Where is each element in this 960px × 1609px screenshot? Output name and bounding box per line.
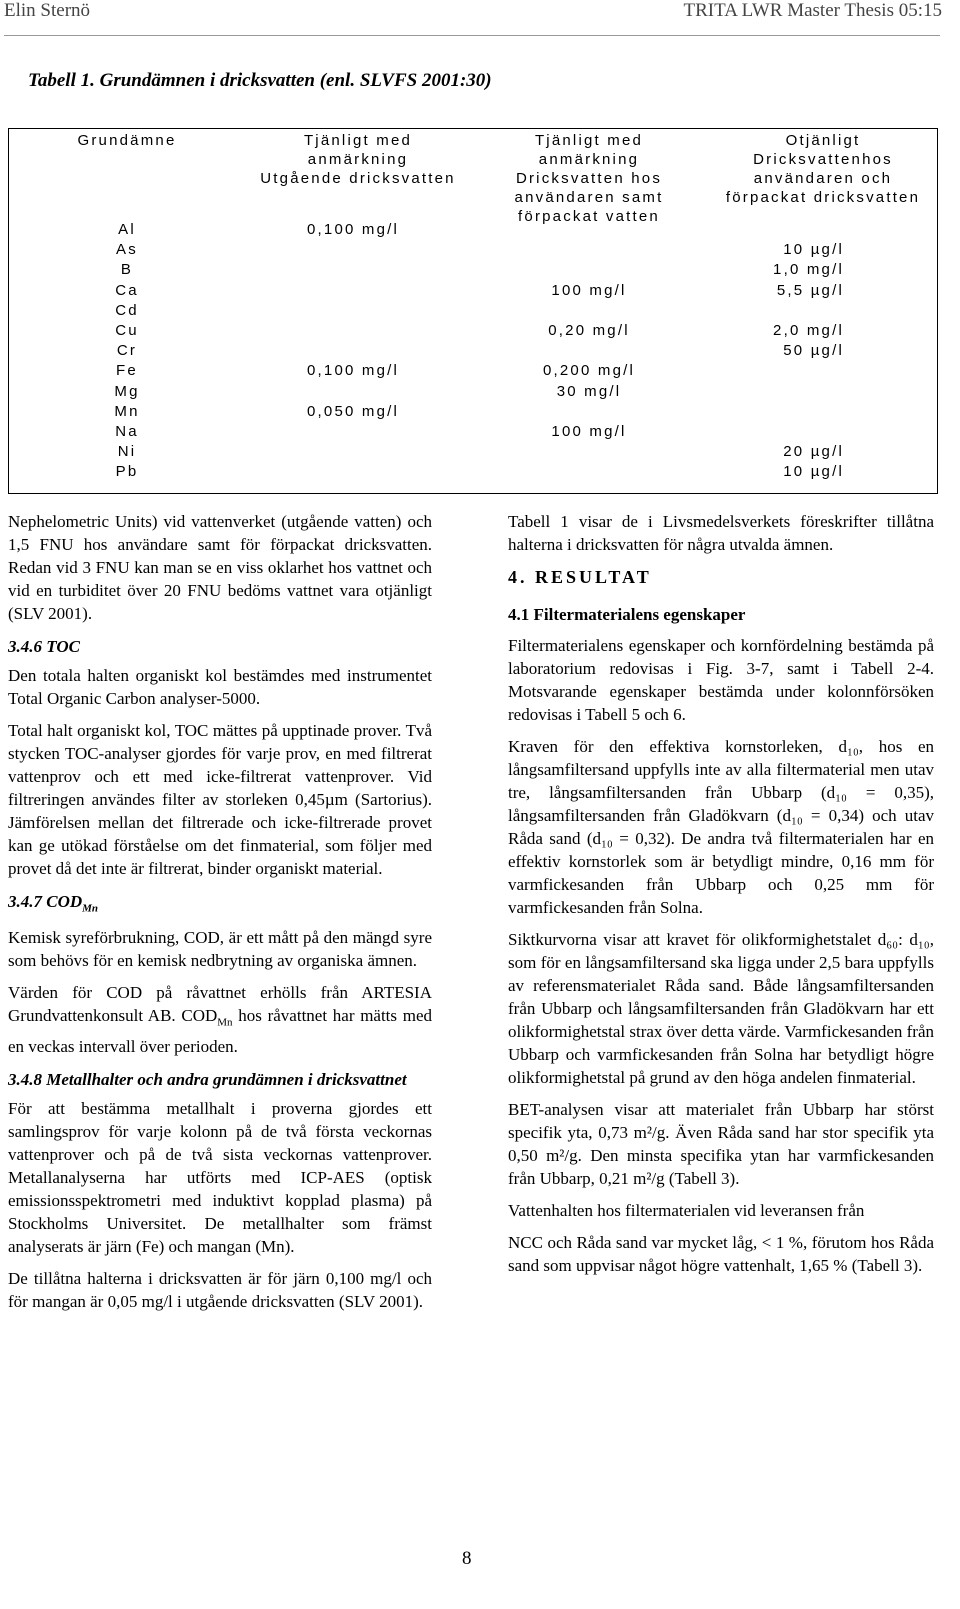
paragraph: Tabell 1 visar de i Livsmedelsverkets föreskrifter tillåtna halterna i dricksvatten för några utvalda ämnen.: [508, 512, 934, 554]
table-cell: Cr: [116, 342, 138, 360]
paragraph: Total halt organiskt kol, TOC mättes på upptinade prover. Två stycken TOC-analyser gjordes för varje prov, en med filtrerat vattenprov och ett med icke-filtrerat vattenprover. Vid filtreringen användes filter av storleken 0,45µm (Sartorius). Jämförelsen mellan det filtrerade och icke-filtrerade provet kan ge utökad förståelse om det finmaterial, som följer med provet då det inte är filtrerat, binder organiskt material.: [8, 721, 432, 878]
left-column: [8, 510, 432, 1322]
section-heading-toc: 3.4.6 TOC: [8, 637, 80, 656]
table-cell: 30 mg/l: [556, 382, 622, 400]
table-header-col3: Tjänligt med anmärkning Dricksvatten hos användaren samt förpackat vatten: [514, 132, 664, 225]
table-cell: Cu: [115, 322, 139, 339]
table-cell: 10 µg/l: [783, 463, 844, 481]
table-cell: Pb: [115, 463, 139, 481]
table-cell: B: [120, 261, 134, 279]
table-row: [9, 423, 939, 443]
table-header-col4: Otjänligt Dricksvattenhos användaren och förpackat dricksvatten: [725, 132, 921, 206]
table-header-col2: Tjänligt med anmärkning Utgående dricksvatten: [260, 132, 456, 187]
table-cell: 100 mg/l: [551, 423, 627, 440]
table-row: [9, 342, 939, 362]
section-heading-filter-properties: 4.1 Filtermaterialens egenskaper: [508, 605, 746, 624]
table-row: [9, 302, 939, 322]
table-cell: 5,5 µg/l: [776, 281, 844, 299]
header-rule: [4, 35, 940, 36]
table-cell: 10 µg/l: [783, 241, 844, 259]
table-cell: 20 µg/l: [783, 443, 844, 461]
table-cell: Fe: [116, 362, 138, 380]
table-row: [9, 282, 939, 302]
table-row: [9, 463, 939, 483]
table-caption: Tabell 1. Grundämnen i dricksvatten (enl. SLVFS 2001:30): [28, 70, 492, 91]
table-cell: As: [116, 241, 138, 259]
table-row: [9, 383, 939, 403]
table-cell: 0,050 mg/l: [307, 402, 400, 420]
chapter-heading-results: 4. RESULTAT: [508, 567, 652, 587]
paragraph: Värden för COD på råvattnet erhölls från ARTESIA Grundvattenkonsult AB. $COD_{Mn}$ hos råvattnet har mätts med en veckas intervall över perioden.: [8, 983, 432, 1056]
table-cell: Mg: [114, 382, 140, 400]
table-row: [9, 261, 939, 281]
paragraph: För att bestämma metallhalt i proverna gjordes ett samlingsprov för varje kolonn på de två första veckornas vattenprover och på de två sista veckornas vattenprover. Metallanalyserna har utförts med ICP-AES (optisk emissionsspektrometri med induktivt kopplad plasma) på Stockholms Universitet. De metallhalter som främst analyserats är järn (Fe) och mangan (Mn).: [8, 1098, 432, 1256]
paragraph: NCC och Råda sand var mycket låg, < 1 %, förutom hos Råda sand som uppvisar något högre vattenhalt, 1,65 % (Tabell 3).: [508, 1233, 934, 1275]
section-heading-cod: 3.4.7 $COD_{Mn}$: [8, 892, 99, 915]
table-row: [9, 241, 939, 261]
table-row: [9, 322, 939, 342]
header-author: Elin Sternö: [4, 0, 91, 21]
paragraph: Kraven för den effektiva kornstorleken, d₁₀, hos en långsamfiltersand uppfylls inte av alla filtermaterial men utav tre, långsamfiltersanden från Ubbarp (d₁₀ = 0,35), långsamfiltersanden från Gladökvarn (d₁₀ = 0,34) och utav Råda sand (d₁₀ = 0,32). De andra två filtermaterialen har en effektiv kornstorlek som är betydligt mindre, 0,16 mm för varmfickesanden från Ubbarp och 0,25 mm för varmfickesanden från Solna.: [508, 737, 934, 917]
paragraph: Den totala halten organiskt kol bestämdes med instrumentet Total Organic Carbon analyser-5000.: [8, 666, 432, 708]
paragraph: BET-analysen visar att materialet från Ubbarp har störst specifik yta, 0,73 m²/g. Även Råda sand har stor specifik yta 0,50 m²/g. Den minsta specifika ytan har varmfickesanden från Ubbarp, 0,21 m²/g (Tabell 3).: [508, 1100, 934, 1188]
table-row: [9, 362, 939, 382]
table-cell: 0,200 mg/l: [542, 362, 636, 380]
table-cell: 0,20 mg/l: [548, 322, 630, 339]
header-series: TRITA LWR Master Thesis 05:15: [683, 0, 942, 21]
table-cell: 50 µg/l: [783, 342, 844, 360]
paragraph: Filtermaterialens egenskaper och kornfördelning bestämda på laboratorium redovisas i Fig. 3-7, samt i Tabell 2-4. Motsvarande egenskaper bestämda under kolonnförsöken redovisas i Tabell 5 och 6.: [508, 636, 934, 724]
paragraph: De tillåtna halterna i dricksvatten är för järn 0,100 mg/l och för mangan är 0,05 mg/l i utgående dricksvatten (SLV 2001).: [8, 1268, 432, 1311]
table-cell: Ca: [115, 281, 139, 299]
right-column: [508, 510, 934, 1286]
table-row: [9, 443, 939, 463]
page-number: 8: [462, 1548, 472, 1569]
table-cell: Ni: [117, 443, 137, 461]
table-cell: 2,0 mg/l: [773, 322, 844, 339]
table-cell: Cd: [115, 301, 139, 319]
table-cell: Na: [115, 423, 139, 440]
table-row: [9, 221, 939, 241]
paragraph: Siktkurvorna visar att kravet för olikformighetstalet d₆₀: d₁₀, som för en långsamfiltersand ska ligga under 2,5 bara uppfylls av referensmaterialet Råda sand. Både långsamfiltersanden från Ubbarp och långsamfiltersanden från Gladökvarn har ett olikformighetstal strax över detta värde. Varmfickesanden från Ubbarp och varmfickesanden från Solna har betydligt högre olikformighetstal på grund av den höga andelen finmaterial.: [508, 930, 934, 1087]
table-cell: 1,0 mg/l: [773, 261, 844, 279]
table-cell: 100 mg/l: [551, 281, 627, 299]
paragraph: Vattenhalten hos filtermaterialen vid leveransen från: [508, 1201, 865, 1220]
table-row: [9, 403, 939, 423]
table-cell: Mn: [114, 402, 140, 420]
running-header: [4, 0, 942, 30]
table-header-element: Grundämne: [77, 132, 177, 149]
elements-table: [8, 128, 938, 494]
table-cell: Al: [118, 221, 136, 238]
section-heading-metals: 3.4.8 Metallhalter och andra grundämnen i dricksvattnet: [8, 1069, 407, 1089]
table-cell: 0,100 mg/l: [307, 362, 400, 380]
table-cell: 0,100 mg/l: [307, 221, 400, 238]
paragraph: Nephelometric Units) vid vattenverket (utgående vatten) och 1,5 FNU hos användare samt för förpackat dricksvatten. Redan vid 3 FNU kan man se en viss oklarhet hos vattnet och vid en turbiditet över 20 FNU bedöms vattnet vara otjänligt (SLV 2001).: [8, 512, 432, 623]
paragraph: Kemisk syreförbrukning, COD, är ett mått på den mängd syre som behövs för en kemisk nedbrytning av organiska ämnen.: [8, 928, 432, 971]
